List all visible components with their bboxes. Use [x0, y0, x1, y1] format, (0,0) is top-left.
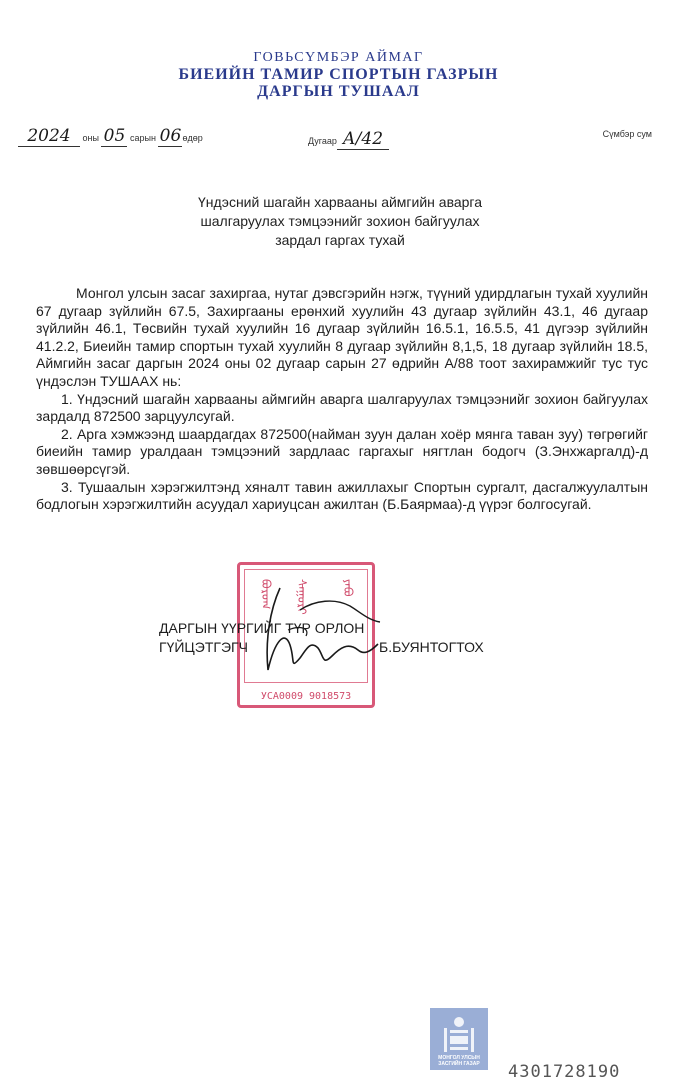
stamp-script-right: ᠶᠠᠪᠤ: [341, 579, 355, 597]
document-body: [36, 285, 648, 514]
header-document-type: ДАРГЫН ТУШААЛ: [257, 83, 420, 100]
stamp-script-left: ᠪᠣᠷᠤᠭ: [259, 579, 273, 610]
body-intro: Монгол улсын засаг захиргаа, нутаг дэвсгэрийн нэгж, түүний удирдлагын тухай хуулийн 67 дугаар зүйлийн 67.5, Захиргааны ерөнхий хуулийн 43 дугаар зүйлийн 43.1, 46 дугаар зүйлийн 46.1, Төсвийн тухай хуулийн 16 дугаар зүйлийн 16.5.1, 16.5.5, 41 дүгээр зүйлийн 41.2.2, Биеийн тамир спортын тухай хуулийн 8 дугаар зүйлийн 8,1,5, 18 дугаар зүйлийн 18.5, Аймгийн засаг даргын 2024 оны 02 дугаар сарын 27 өдрийн А/88 тоот захирамжийг тус тус үндэслэн ТУШААХ нь:: [36, 285, 648, 389]
logo-text: [430, 1055, 488, 1067]
body-item-2: 2. Арга хэмжээнд шаардагдах 872500(найман зуун далан хоёр мянга таван зуу) төгрөгийг биеийн тамир уралдаан тэмцээний зардлаас гаргахыг нягтлан бодогч (З.Энхжаргалд)-д зөвшөөрсүгэй.: [36, 425, 648, 477]
date-month: 05: [101, 126, 127, 147]
title-line-2: шалгаруулах тэмцээнийг зохион байгуулах: [200, 213, 480, 229]
registration-number: 4301728190: [508, 1062, 621, 1082]
date-year: 2024: [18, 126, 80, 147]
title-line-1: Үндэсний шагайн харвааны аймгийн аварга: [197, 194, 483, 210]
number-label: Дугаар: [308, 136, 337, 146]
logo-text-line-2: ЗАСГИЙН ГАЗАР: [438, 1061, 480, 1067]
stamp-script-mid: ᠰᠠᠭᠤᠷᠢ: [295, 579, 309, 615]
place: Сүмбэр сум: [602, 129, 652, 139]
body-item-1: 1. Үндэсний шагайн харвааны аймгийн аварга шалгаруулах тэмцээнийг зохион байгуулах зардалд 872500 зарцуулсугай.: [36, 390, 648, 425]
signer-position-line-1: ДАРГЫН ҮҮРГИЙГ ТҮР ОРЛОН: [159, 620, 365, 636]
handwritten-signature: [240, 570, 400, 690]
title-line-3: зардал гаргах тухай: [275, 232, 405, 248]
signer-name: Б.БУЯНТОГТОХ: [379, 639, 484, 655]
date-month-label: сарын: [130, 133, 156, 143]
header-organization: ГОВЬСҮМБЭР АЙМАГ: [253, 50, 424, 65]
soyombo-icon: [430, 1012, 488, 1056]
stamp-code: УСА0009 9018573: [260, 691, 352, 702]
body-item-3: 3. Тушаалын хэрэгжилтэнд хяналт тавин ажиллахыг Спортын сургалт, дасгалжуулалтын бодлогын хэрэгжилтийн асуудал хариуцсан ажилтан (Б.Баярмаа)-д үүрэг болгосугай.: [36, 478, 648, 513]
date-line: [18, 126, 658, 148]
document-number: А/42: [337, 129, 389, 150]
government-logo: [430, 1008, 488, 1070]
date-year-label: оны: [82, 133, 99, 143]
date-day: 06: [159, 126, 182, 146]
date-day-label: өдөр: [182, 133, 203, 143]
header-department: БИЕИЙН ТАМИР СПОРТЫН ГАЗРЫН: [178, 66, 499, 83]
logo-text-line-1: МОНГОЛ УЛСЫН: [438, 1055, 480, 1061]
document-title: [150, 193, 530, 250]
signer-position-line-2: ГҮЙЦЭТГЭГЧ: [159, 639, 248, 655]
